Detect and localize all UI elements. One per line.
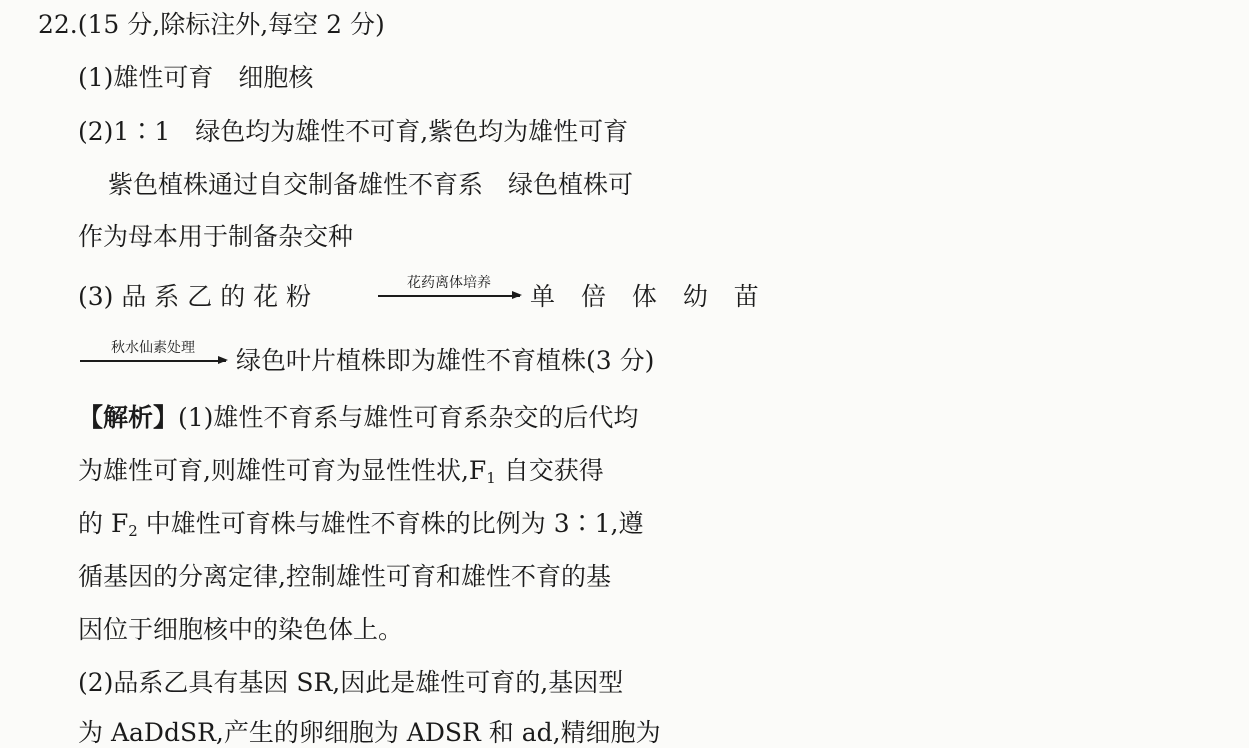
culture-arrow (378, 275, 520, 297)
answer-part2-line3: 作为母本用于制备杂交种 (78, 222, 354, 251)
analysis-line5: 因位于细胞核中的染色体上。 (78, 615, 404, 644)
arrow-right-icon (378, 295, 520, 297)
analysis-line4: 循基因的分离定律,控制雄性可育和雄性不育的基 (78, 562, 611, 591)
part3-mid-text: 单 倍 体 幼 苗 (530, 282, 768, 311)
score-note: (15 分,除标注外,每空 2 分) (77, 10, 385, 39)
arrow-right-icon (80, 360, 226, 362)
analysis-line6: (2)品系乙具有基因 SR,因此是雄性可育的,基因型 (78, 668, 624, 697)
part3-start-text: (3) 品 系 乙 的 花 粉 (78, 282, 312, 311)
colchicine-arrow-label: 秋水仙素处理 (111, 340, 195, 356)
analysis-line1: 【解析】(1)雄性不育系与雄性可育系杂交的后代均 (78, 403, 639, 432)
part3-end-text: 绿色叶片植株即为雄性不育植株(3 分) (236, 346, 655, 375)
answer-part1: (1)雄性可育 细胞核 (78, 63, 314, 92)
answer-part2-line1: (2)1∶1 绿色均为雄性不可育,紫色均为雄性可育 (78, 117, 629, 146)
answer-part2-line2: 紫色植株通过自交制备雄性不育系 绿色植株可 (108, 170, 634, 199)
analysis-line2: 为雄性可育,则雄性可育为显性性状$,F_1$ 自交获得 (78, 456, 604, 487)
analysis-tag: 【解析】 (78, 403, 179, 432)
question-number: 22. (38, 10, 78, 39)
analysis-line7: 为 AaDdSR,产生的卵细胞为 ADSR 和 ad,精细胞为 (78, 718, 661, 747)
question-header (38, 10, 757, 40)
analysis-line3: 的 $F_2$ 中雄性可育株与雄性不育株的比例为 3∶1,遵 (78, 509, 644, 540)
culture-arrow-label: 花药离体培养 (407, 275, 491, 291)
colchicine-arrow (80, 340, 226, 362)
